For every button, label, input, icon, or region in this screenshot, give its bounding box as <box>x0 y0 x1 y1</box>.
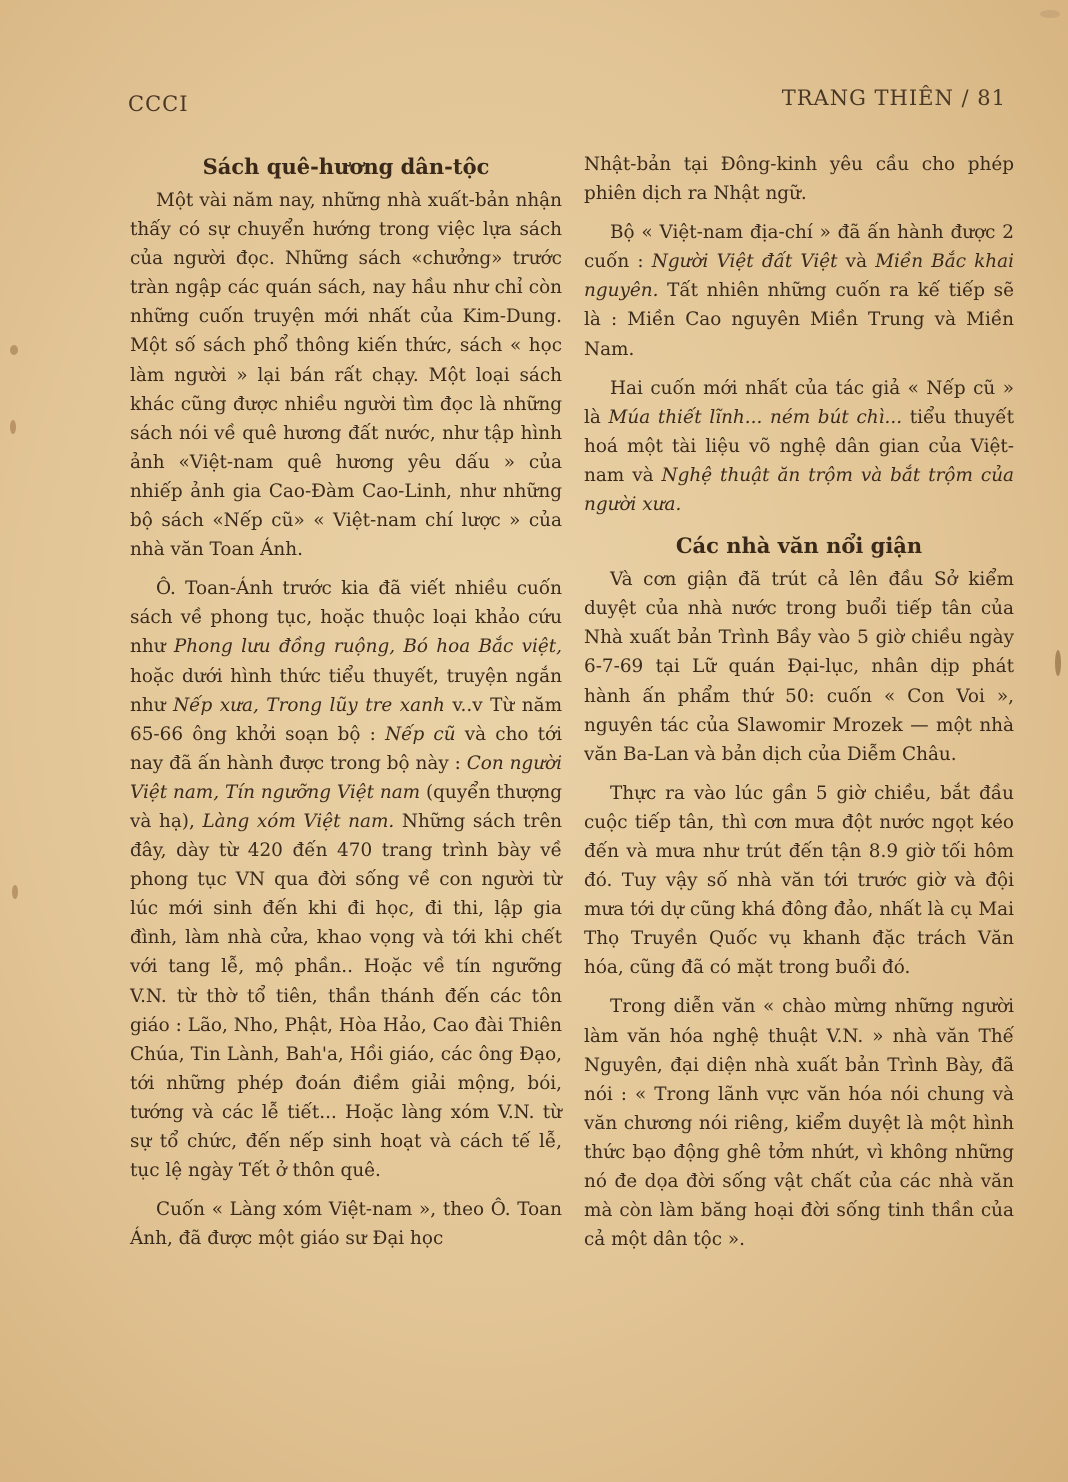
book-title: Người Việt đất Việt <box>651 251 838 273</box>
right-column <box>584 150 1014 1264</box>
paragraph: Cuốn « Làng xóm Việt-nam », theo Ô. Toan Ánh, đã được một giáo sư Đại học <box>130 1199 562 1250</box>
paragraph: Nhật-bản tại Đông-kinh yêu cầu cho phép phiên dịch ra Nhật ngữ. <box>584 154 1014 205</box>
paper-stain <box>1055 650 1061 676</box>
paragraph <box>584 218 1014 363</box>
text-run: Ô. Toan-Ánh trước kia đã viết nhiều cuốn sách về phong tục, hoặc thuộc loại khảo cứu như <box>130 578 562 658</box>
book-title: Phong lưu đồng ruộng, Bó hoa Bắc việt, <box>173 636 562 658</box>
text-run: và cho tới nay đã ấn hành được trong bộ này : <box>130 723 562 774</box>
paragraph: Thực ra vào lúc gần 5 giờ chiều, bắt đầu cuộc tiếp tân, thì cơn mưa đột nước ngọt kéo đến và mưa như trút đến tận 8.9 giờ tối hôm đó. Tuy vậy số nhà văn tới trước giờ và đội mưa tới dự cũng khá đông đảo, nhất là cụ Mai Thọ Truyền Quốc vụ khanh đặc trách Văn hóa, cũng đã có mặt trong buổi đó. <box>584 782 1014 979</box>
text-run: v..v Từ năm 65-66 ông khởi soạn bộ : <box>130 694 563 745</box>
paper-stain <box>10 345 18 355</box>
section-title-cac-nha-van: Các nhà văn nổi giận <box>675 533 923 559</box>
running-head-left: CCCI <box>128 92 189 116</box>
paper-stain <box>12 885 18 899</box>
left-column <box>130 150 562 1263</box>
paragraph <box>584 374 1014 519</box>
book-title: Nếp cũ <box>385 723 456 745</box>
text-run: và <box>837 251 876 273</box>
running-head-right: TRANG THIÊN / 81 <box>781 86 1006 110</box>
text-run: hoặc dưới hình thức tiểu thuyết, truyện ngắn như <box>130 665 562 716</box>
paragraph: Một vài năm nay, những nhà xuất-bản nhận thấy có sự chuyển hướng trong việc lựa sách của người đọc. Những sách «chưởng» trước tràn ngập các quán sách, nay hầu như chỉ còn những cuốn truyện mới nhất của Kim-Dung. Một số sách phổ thông kiến thức, sách « học làm người » lại bán rất chạy. Một loại sách khác cũng được nhiều người tìm đọc là những sách nói về quê hương đất nước, như tập hình ảnh «Việt-nam quê hương yêu dấu » của nhiếp ảnh gia Cao-Đàm Cao-Linh, như những bộ sách «Nếp cũ» « Việt-nam chí lược » của nhà văn Toan Ánh. <box>130 190 562 561</box>
text-run: Tất nhiên những cuốn ra kế tiếp sẽ là : Miền Cao nguyên Miền Trung và Miền Nam. <box>584 280 1014 360</box>
paragraph <box>130 574 562 1185</box>
paper-stain <box>1040 10 1060 18</box>
book-title: Nghệ thuật ăn trộm và bắt trộm của người xưa. <box>584 464 1014 516</box>
book-title: Con người Việt nam, Tín ngưỡng Việt nam <box>130 752 563 803</box>
text-run: Những sách trên đây, dày từ 420 đến 470 trang trình bày về phong tục VN qua đời sống về con người từ lúc mới sinh đến khi đi học, đi thi, lập gia đình, làm nhà cửa, khao vọng và tới khi chết với tang lễ, mộ phần.. Hoặc về tín ngưỡng V.N. từ thờ tổ tiên, thần thánh đến các tôn giáo : Lão, Nho, Phật, Hòa Hảo, Cao đài Thiên Chúa, Tin Lành, Bah'a, Hồi giáo, các ông Đạo, tới những phép đoán điềm giải mộng, bói, tướng và các lễ tiết... Hoặc làng xóm V.N. từ sự tổ chức, đến nếp sinh hoạt và cách tế lễ, tục lệ ngày Tết ở thôn quê. <box>130 810 562 1182</box>
book-title: Nếp xưa, Trong lũy tre xanh <box>173 694 445 716</box>
book-title: Làng xóm Việt nam. <box>202 810 395 832</box>
paper-stain <box>10 420 16 434</box>
book-title: Múa thiết lĩnh... ném bút chì... <box>608 406 903 428</box>
paragraph: Trong diễn văn « chào mừng những người làm văn hóa nghệ thuật V.N. » nhà văn Thế Nguyên, đại diện nhà xuất bản Trình Bày, đã nói : « Trong lãnh vực văn hóa nói chung và văn chương nói riêng, kiểm duyệt là một hình thức bạo động ghê tởm nhứt, vì không những nó đe dọa đời sống vật chất của các nhà văn mà còn làm băng hoại đời sống tinh thần của cả một dân tộc ». <box>584 996 1014 1251</box>
paragraph: Và cơn giận đã trút cả lên đầu Sở kiểm duyệt của nhà nước trong buổi tiếp tân của Nhà xuất bản Trình Bầy vào 5 giờ chiều ngày 6-7-69 tại Lữ quán Đại-lục, nhân dịp phát hành ấn phẩm thứ 50: cuốn « Con Voi », nguyên tác của Slawomir Mrozek — một nhà văn Ba-Lan và bản dịch của Diễm Châu. <box>584 569 1014 765</box>
text-run: tiểu thuyết hoá một tài liệu võ nghệ dân gian của Việt-nam và <box>584 406 1014 486</box>
text-run: (quyển thượng và hạ), <box>130 781 562 832</box>
text-run: Hai cuốn mới nhất của tác giả « Nếp cũ » là <box>584 377 1014 428</box>
book-title: Miền Bắc khai nguyên. <box>584 251 1014 302</box>
section-title-sach-que-huong: Sách quê-hương dân-tộc <box>202 154 490 179</box>
text-run: Bộ « Việt-nam địa-chí » đã ấn hành được 2 cuốn : <box>584 222 1014 273</box>
